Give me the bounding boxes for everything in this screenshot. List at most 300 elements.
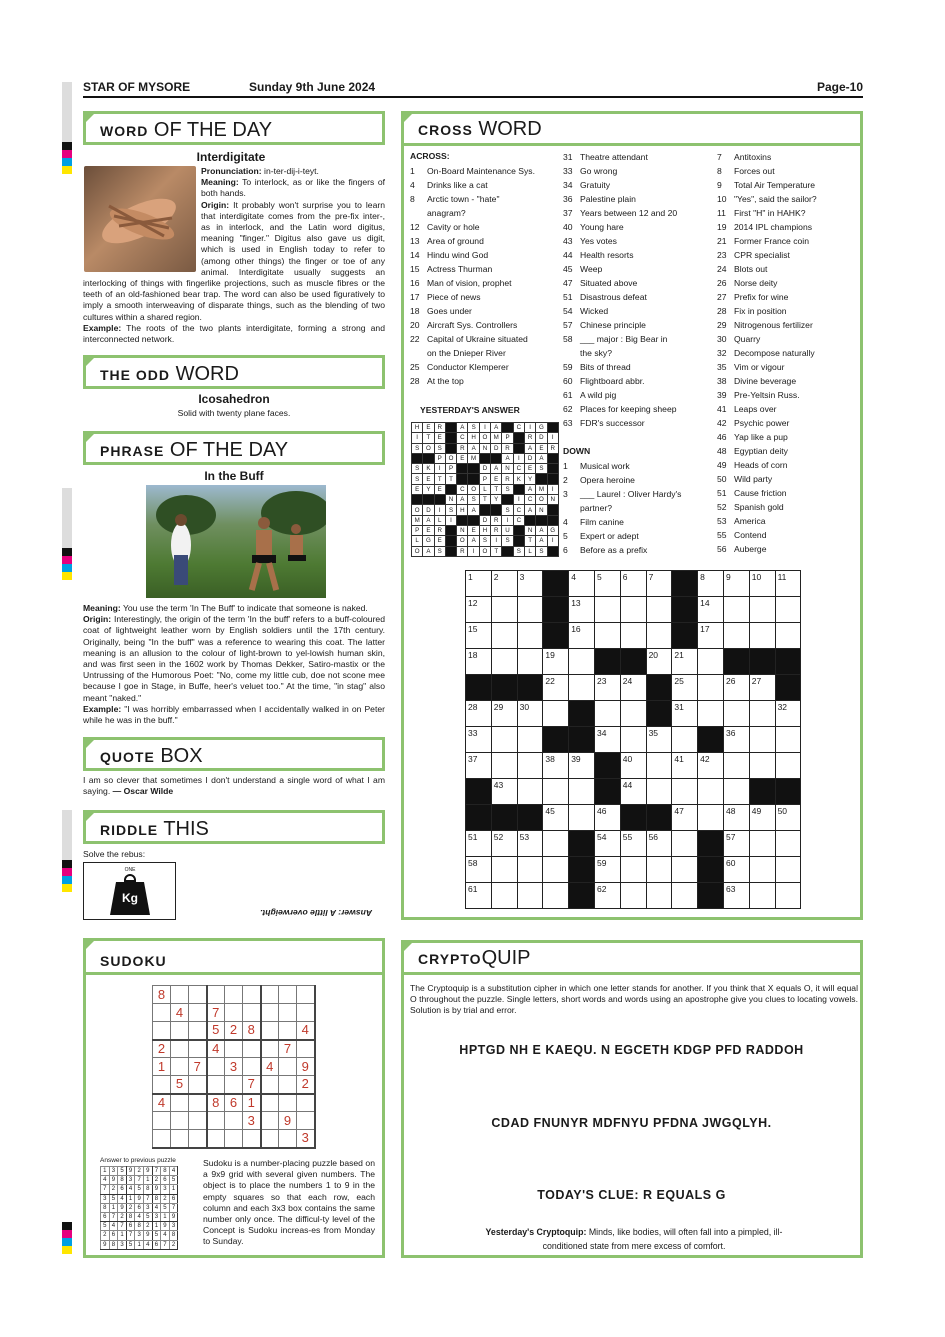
down-clue [717,150,817,164]
across-clue [563,416,677,430]
sudoku-cell[interactable] [153,1112,171,1130]
black-square [457,464,468,474]
down-clue [717,360,817,374]
sudoku-answer-cell: 6 [126,1222,135,1231]
clue-text: At the top [427,376,464,386]
crossword-cell[interactable] [620,857,646,883]
crossword-cell[interactable] [491,857,517,883]
crossword-cell[interactable]: 27 [749,675,775,701]
crossword-cell[interactable] [620,727,646,753]
sudoku-cell[interactable] [171,1112,189,1130]
crossword-cell[interactable] [594,701,620,727]
sudoku-cell[interactable] [207,1130,225,1148]
sudoku-cell[interactable] [225,1076,243,1094]
crossword-cell[interactable] [543,779,569,805]
sudoku-cell[interactable] [189,1076,207,1094]
registration-marks [62,82,72,174]
sudoku-cell: 4 [171,1004,189,1022]
crossword-cell[interactable]: 23 [594,675,620,701]
crossword-cell[interactable]: 35 [646,727,672,753]
down-clue [717,332,817,346]
crossword-cell[interactable]: 47 [672,805,698,831]
crossword-cell[interactable] [491,649,517,675]
black-square [536,474,547,484]
black-square [502,546,513,556]
sudoku-cell[interactable] [297,1094,315,1112]
sudoku-cell[interactable] [297,1004,315,1022]
answer-cell: A [536,453,547,463]
crossword-cell[interactable] [517,753,543,779]
crossword-cell[interactable] [517,857,543,883]
crossword-cell[interactable] [723,623,749,649]
crossword-cell[interactable]: 6 [620,571,646,597]
clue-number: 45 [563,264,573,274]
answer-cell: A [491,423,502,433]
clue-text: Psychic power [734,418,790,428]
sudoku-cell[interactable] [171,1094,189,1112]
answer-cell: S [468,423,479,433]
crossword-cell[interactable]: 46 [594,805,620,831]
crossword-cell[interactable] [672,883,698,909]
sudoku-cell[interactable] [153,1004,171,1022]
crossword-cell[interactable]: 41 [672,753,698,779]
crossword-cell[interactable] [672,857,698,883]
crossword-cell[interactable] [491,753,517,779]
crossword-cell[interactable]: 10 [749,571,775,597]
answer-cell: A [423,515,434,525]
sudoku-cell[interactable] [153,1022,171,1040]
crossword-cell[interactable]: 13 [569,597,595,623]
crossword-cell[interactable]: 2 [491,571,517,597]
crossword-cell[interactable] [543,701,569,727]
down-clue [563,487,681,501]
sudoku-cell[interactable] [153,1130,171,1148]
crossword-cell[interactable] [517,779,543,805]
black-square [434,495,445,505]
sudoku-cell[interactable] [207,1112,225,1130]
answer-cell: D [479,515,490,525]
down-clue [717,444,817,458]
sudoku-answer-cell: 9 [135,1194,144,1203]
down-clues-cont [717,150,817,556]
weight-top-label: ONE [124,867,136,873]
crossword-cell[interactable] [723,753,749,779]
crossword-cell[interactable]: 4 [569,571,595,597]
crossword-cell[interactable] [569,779,595,805]
clue-text: Antitoxins [734,152,772,162]
answer-cell: S [445,505,456,515]
answer-cell: A [491,464,502,474]
crossword-cell[interactable]: 36 [723,727,749,753]
weight-label: Kg [122,891,138,905]
sudoku-cell[interactable] [279,1058,297,1076]
sudoku-cell[interactable] [243,1004,261,1022]
crossword-cell[interactable] [517,883,543,909]
sudoku-cell[interactable] [207,986,225,1004]
sudoku-cell[interactable] [225,1004,243,1022]
crossword-cell[interactable]: 32 [775,701,801,727]
sudoku-cell[interactable] [261,1094,279,1112]
clue-number: 47 [563,278,573,288]
black-square [536,515,547,525]
clue-text: Film canine [580,517,624,527]
crossword-cell[interactable]: 17 [698,623,724,649]
crossword-cell[interactable] [749,623,775,649]
crossword-cell[interactable] [543,883,569,909]
word-of-day-text: Pronunciation: in-ter-dij-i-teyt. Meaning: To interlock, as or like the fingers of both hands. Origin: It probably won't surprise you to learn that interdigitate comes from the pre-fix inter-, as in interlock, and the Latin word digitus, meaning "finger." Digitus also gave us digit, which is used in English today to refer to (among other things) the finger or toe of any animal. Interdigitate usually suggests an interlocking of things with fingerlike projections, such as muscle fibres or the teeth of an old-fashioned bear trap. The word can also be used figuratively to imply a smooth interweaving of disparate things, such as the blending of two cultures within a shared region. Example: The roots of the two plants interdigitate, forming a strong and interconnected network. [83,166,385,345]
sudoku-cell[interactable] [261,1040,279,1058]
crossword-cell[interactable] [698,805,724,831]
crossword-cell[interactable] [775,831,801,857]
clue-number: 36 [563,194,573,204]
word-of-day-word: Interdigitate [196,150,266,164]
crossword-cell[interactable] [775,727,801,753]
crossword-cell[interactable] [775,753,801,779]
clue-number: 62 [563,404,573,414]
black-square [569,727,595,753]
crossword-cell[interactable] [569,805,595,831]
quote-text: I am so clever that sometimes I don't understand a single word of what I am saying. — Oscar Wilde [83,775,385,797]
crossword-cell[interactable]: 38 [543,753,569,779]
crossword-cell[interactable] [569,649,595,675]
crossword-cell[interactable]: 49 [749,805,775,831]
crossword-cell[interactable]: 44 [620,779,646,805]
sudoku-cell[interactable] [297,1112,315,1130]
crossword-cell[interactable] [672,779,698,805]
sudoku-cell[interactable] [189,1004,207,1022]
black-square [491,675,517,701]
sudoku-cell[interactable] [207,1076,225,1094]
answer-cell: M [536,484,547,494]
crossword-cell[interactable] [749,701,775,727]
crossword-cell[interactable]: 33 [466,727,492,753]
crossword-cell[interactable]: 43 [491,779,517,805]
answer-cell: I [412,433,423,443]
crossword-cell[interactable] [594,623,620,649]
crossword-cell[interactable] [749,883,775,909]
sudoku-cell[interactable] [225,1112,243,1130]
crossword-cell[interactable]: 54 [594,831,620,857]
cryptoquip-yesterday: Yesterday's Cryptoquip: Minds, like bodies, will often fall into a pimpled, ill-conditioned state from mere excess of comfort. [485,1227,783,1251]
crossword-cell[interactable]: 28 [466,701,492,727]
crossword-cell[interactable]: 29 [491,701,517,727]
answer-cell: C [513,515,524,525]
black-square [468,464,479,474]
crossword-cell[interactable]: 8 [698,571,724,597]
sudoku-cell[interactable] [189,1022,207,1040]
crossword-cell[interactable] [517,649,543,675]
answer-cell: I [547,536,558,546]
sudoku-cell[interactable] [189,1040,207,1058]
crossword-cell[interactable] [517,623,543,649]
down-clue [717,486,817,500]
crossword-cell[interactable] [672,831,698,857]
sudoku-cell[interactable] [261,986,279,1004]
crossword-cell[interactable] [775,857,801,883]
crossword-cell[interactable]: 58 [466,857,492,883]
black-square [543,727,569,753]
crossword-cell[interactable]: 5 [594,571,620,597]
crossword-cell[interactable] [646,779,672,805]
crossword-cell[interactable] [749,727,775,753]
sudoku-cell[interactable] [171,1040,189,1058]
crossword-cell[interactable]: 55 [620,831,646,857]
clue-number: 46 [717,432,727,442]
crossword-cell[interactable] [620,701,646,727]
answer-cell: U [502,525,513,535]
sudoku-cell: 8 [207,1094,225,1112]
answer-cell: I [502,515,513,525]
phrase-header: PHRASE OF THE DAY [83,431,385,465]
answer-cell: S [536,546,547,556]
crossword-cell[interactable] [749,753,775,779]
clue-number: 61 [563,390,573,400]
crossword-cell[interactable]: 45 [543,805,569,831]
crossword-cell[interactable] [723,701,749,727]
crossword-cell[interactable] [620,883,646,909]
sudoku-cell[interactable] [261,1112,279,1130]
crossword-cell[interactable] [620,597,646,623]
crossword-cell[interactable]: 18 [466,649,492,675]
answer-cell: R [524,433,535,443]
crossword-cell[interactable]: 48 [723,805,749,831]
crossword-cell[interactable] [543,831,569,857]
sudoku-cell[interactable] [297,986,315,1004]
clue-number: 38 [717,376,727,386]
crossword-cell[interactable] [491,883,517,909]
across-clue [563,262,677,276]
sudoku-cell[interactable] [279,1130,297,1148]
crossword-cell[interactable]: 15 [466,623,492,649]
crossword-cell[interactable]: 20 [646,649,672,675]
crossword-cell[interactable] [543,857,569,883]
answer-cell: A [468,536,479,546]
sudoku-cell[interactable] [171,1022,189,1040]
crossword-cell[interactable]: 52 [491,831,517,857]
crossword-cell[interactable]: 24 [620,675,646,701]
clue-number: 30 [717,334,727,344]
sudoku-cell[interactable] [279,986,297,1004]
crossword-section: CROSS WORD [401,111,863,920]
sudoku-answer-cell: 6 [169,1194,178,1203]
clue-number: 6 [563,545,568,555]
cryptoquip-clue: TODAY'S CLUE: R EQUALS G [537,1188,726,1202]
answer-cell: C [513,505,524,515]
clue-number: 1 [563,461,568,471]
sudoku-cell[interactable] [243,1058,261,1076]
sudoku-cell[interactable] [189,1130,207,1148]
sudoku-cell[interactable] [243,1040,261,1058]
clue-number: 24 [717,264,727,274]
sudoku-answer-cell: 9 [118,1203,127,1212]
crossword-cell[interactable]: 14 [698,597,724,623]
sudoku-cell[interactable] [171,1130,189,1148]
crossword-cell[interactable] [698,649,724,675]
crossword-cell[interactable]: 37 [466,753,492,779]
crossword-cell[interactable]: 31 [672,701,698,727]
sudoku-cell[interactable] [189,1094,207,1112]
across-clue [563,206,677,220]
crossword-cell[interactable] [775,623,801,649]
sudoku-answer-cell: 8 [161,1167,170,1176]
crossword-cell[interactable]: 16 [569,623,595,649]
crossword-cell[interactable]: 57 [723,831,749,857]
crossword-cell[interactable] [698,779,724,805]
crossword-cell[interactable] [698,701,724,727]
answer-cell: E [491,474,502,484]
answer-cell: M [491,433,502,443]
clue-text: Cavity or hole [427,222,480,232]
sudoku-answer-cell: 7 [101,1185,110,1194]
across-clue [563,248,677,262]
sudoku-answer-grid [100,1166,178,1250]
crossword-cell[interactable] [775,883,801,909]
crossword-cell[interactable] [723,779,749,805]
across-clue [410,276,535,290]
answer-cell: E [423,423,434,433]
clue-text: Musical work [580,461,630,471]
crossword-cell[interactable] [749,597,775,623]
sudoku-cell[interactable] [261,1022,279,1040]
sudoku-cell[interactable] [171,986,189,1004]
answer-cell: R [491,515,502,525]
crossword-cell[interactable]: 51 [466,831,492,857]
black-square [445,536,456,546]
clue-text: Norse deity [734,278,778,288]
sudoku-cell: 9 [279,1112,297,1130]
sudoku-cell[interactable] [171,1058,189,1076]
across-clue [563,360,677,374]
crossword-cell[interactable]: 63 [723,883,749,909]
clue-text: Before as a prefix [580,545,648,555]
answer-cell: A [524,443,535,453]
sudoku-cell[interactable] [189,986,207,1004]
answer-cell: E [423,474,434,484]
crossword-cell[interactable]: 56 [646,831,672,857]
crossword-cell[interactable] [517,727,543,753]
sudoku-answer-cell: 5 [169,1176,178,1185]
crossword-cell[interactable] [672,727,698,753]
sudoku-answer-cell: 1 [101,1167,110,1176]
crossword-cell[interactable]: 26 [723,675,749,701]
crossword-cell[interactable] [491,597,517,623]
sudoku-cell[interactable] [279,1094,297,1112]
sudoku-cell[interactable] [153,1076,171,1094]
sudoku-answer-cell: 7 [169,1203,178,1212]
black-square [491,453,502,463]
clue-number: 8 [717,166,722,176]
crossword-cell[interactable] [646,597,672,623]
crossword-cell[interactable]: 7 [646,571,672,597]
crossword-cell[interactable]: 12 [466,597,492,623]
crossword-cell[interactable] [646,753,672,779]
crossword-cell[interactable]: 59 [594,857,620,883]
crossword-cell[interactable] [698,675,724,701]
crossword-cell[interactable]: 39 [569,753,595,779]
crossword-cell[interactable] [646,857,672,883]
sudoku-answer-cell: 2 [161,1194,170,1203]
clue-number: 7 [717,152,722,162]
sudoku-cell[interactable] [279,1076,297,1094]
crossword-cell[interactable] [491,727,517,753]
clue-text: America [734,516,766,526]
sudoku-cell[interactable] [279,1022,297,1040]
crossword-cell[interactable]: 61 [466,883,492,909]
crossword-cell[interactable]: 11 [775,571,801,597]
clue-number: 20 [410,320,420,330]
crossword-cell[interactable]: 62 [594,883,620,909]
sudoku-cell[interactable] [207,1058,225,1076]
answer-cell: N [536,505,547,515]
crossword-cell[interactable]: 50 [775,805,801,831]
crossword-cell[interactable] [749,831,775,857]
across-clue [563,150,677,164]
crossword-cell[interactable]: 3 [517,571,543,597]
sudoku-cell[interactable] [279,1004,297,1022]
sudoku-answer-cell: 4 [101,1176,110,1185]
crossword-cell[interactable] [491,623,517,649]
sudoku-cell[interactable] [225,1130,243,1148]
answer-cell: E [524,464,535,474]
crossword-cell[interactable]: 40 [620,753,646,779]
answer-cell: P [445,464,456,474]
sudoku-cell[interactable] [225,986,243,1004]
crossword-cell[interactable]: 30 [517,701,543,727]
crossword-cell[interactable]: 22 [543,675,569,701]
clue-text: Arctic town - "hate" [427,194,500,204]
clue-text: Yes votes [580,236,617,246]
crossword-cell[interactable] [620,623,646,649]
crossword-cell[interactable]: 9 [723,571,749,597]
sudoku-cell[interactable] [243,986,261,1004]
sudoku-cell[interactable] [261,1004,279,1022]
sudoku-cell[interactable] [261,1076,279,1094]
down-clue [717,206,817,220]
crossword-cell[interactable] [569,675,595,701]
crossword-cell[interactable]: 1 [466,571,492,597]
sudoku-cell[interactable] [297,1040,315,1058]
answer-cell: S [412,464,423,474]
crossword-cell[interactable]: 21 [672,649,698,675]
clue-text: Chinese principle [580,320,646,330]
crossword-cell[interactable]: 42 [698,753,724,779]
crossword-cell[interactable] [517,597,543,623]
sudoku-answer-cell: 8 [126,1212,135,1221]
across-clue [563,374,677,388]
black-square [517,675,543,701]
crossword-cell[interactable] [646,883,672,909]
clue-number: 32 [717,348,727,358]
crossword-cell[interactable]: 34 [594,727,620,753]
sudoku-cell[interactable] [225,1040,243,1058]
sudoku-cell[interactable] [243,1130,261,1148]
answer-cell: H [412,423,423,433]
crossword-cell[interactable]: 19 [543,649,569,675]
sudoku-cell[interactable] [189,1112,207,1130]
crossword-cell[interactable] [594,597,620,623]
answer-cell: E [468,525,479,535]
crossword-cell[interactable] [749,857,775,883]
crossword-cell[interactable]: 60 [723,857,749,883]
crossword-cell[interactable] [723,597,749,623]
crossword-cell[interactable] [646,623,672,649]
crossword-cell[interactable]: 53 [517,831,543,857]
crossword-cell[interactable]: 25 [672,675,698,701]
sudoku-answer-cell: 4 [169,1167,178,1176]
sudoku-cell[interactable] [261,1130,279,1148]
crossword-cell[interactable] [775,597,801,623]
sudoku-cell: 3 [243,1112,261,1130]
